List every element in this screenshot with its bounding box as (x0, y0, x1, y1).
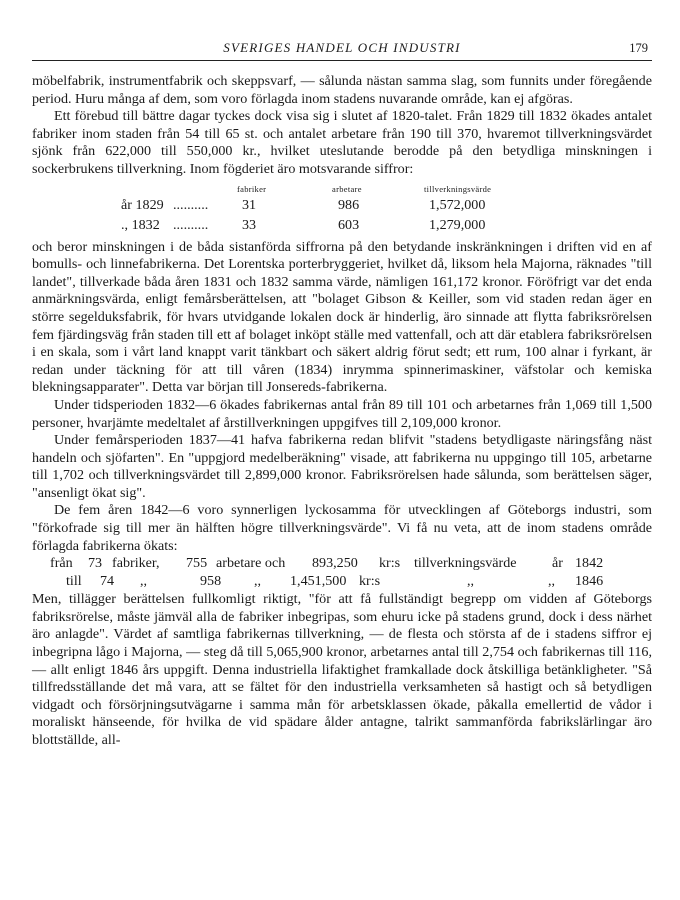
column-header-fabriker: fabriker (237, 183, 267, 194)
list-year: 1846 (575, 573, 604, 590)
list-unit: kr:s (379, 555, 401, 572)
column-header-tillverkningsvarde: tillverkningsvärde (424, 183, 492, 194)
row-leader: .......... (173, 196, 209, 213)
paragraph-1: möbelfabrik, instrumentfabrik och skeppsvarf, — sålunda nästan samma slag, som funnits under föregående period. Huru många af dem, som voro förlagda inom stadens nuvarande område, kan ej afgöras. (32, 73, 652, 107)
list-fabriker: 73 (88, 555, 103, 572)
list-ar: år (552, 555, 563, 572)
running-title: SVERIGES HANDEL OCH INDUSTRI (223, 40, 461, 55)
book-page (32, 40, 652, 750)
paragraph-3: och beror minskningen i de båda sistanförda siffrorna på den betydande inskränkningen i driften vid en af bomulls- och linnefabrikerna. Det Lorentska porterbryggeriet, hvilket då, liksom hela Majorna, räknades "till landet", tillverkade båda åren 1831 och 1832 samma värde, nämligen 161,172 kronor. Föröfrigt var det enda anmärkningsvärda, enligt femårsberättelsen, att "bolaget Gibson & Keiller, som vid staden redan äger en större segelduksfabrik, för hvars utvidgande lokalen dock är hinderlig, äro sinnade att flytta fabriksrörelsen fem fjärdingsväg från staden till ett af bolaget inköpt ställe med vattenfall, och att där etablera fabriksrörelsen i en skala, som i vårt land knappt varit tänkbart och säkert aldrig förut sedt; ett rum, 100 alnar i fyrkant, är redan under täckning för att till våren (1834) inrymma spinnerimaskiner, väfstolar och kemiska blekningsapparater". Detta var början till Jonsereds-fabrikerna. (32, 238, 652, 396)
row-arbetare: 603 (338, 216, 360, 233)
list-varde-word: ,, (467, 573, 475, 590)
table-row (32, 217, 652, 235)
list-arbetare-word: ,, (254, 573, 262, 590)
list-year: 1842 (575, 555, 604, 572)
row-fabriker: 31 (242, 196, 257, 213)
column-header-arbetare: arbetare (332, 183, 362, 194)
list-item (32, 573, 652, 591)
running-header (32, 40, 652, 61)
row-label: ., 1832 (121, 216, 160, 233)
row-varde: 1,572,000 (429, 196, 486, 213)
paragraph-4: Under tidsperioden 1832—6 ökades fabrikernas antal från 89 till 101 och arbetarnes från 1,069 till 1,500 personer, hvarjämte medeltalet af årstillverkningen uppgifves till 2,109,000 kronor. (32, 396, 652, 431)
list-arbetare-word: arbetare och (216, 555, 286, 572)
list-fabriker-word: ,, (140, 573, 148, 590)
fogderi-table (32, 179, 652, 239)
list-arbetare: 755 (186, 555, 208, 572)
list-varde-word: tillverkningsvärde (414, 555, 517, 572)
row-arbetare: 986 (338, 196, 360, 213)
list-prefix: från (50, 555, 73, 572)
table-row (32, 197, 652, 215)
list-varde: 1,451,500 (290, 573, 347, 590)
row-label: år 1829 (121, 196, 164, 213)
list-varde: 893,250 (312, 555, 358, 572)
paragraph-5: Under femårsperioden 1837—41 hafva fabrikerna redan blifvit "stadens betydligaste näringsfång näst handeln och sjöfarten". En "uppgjord medelberäkning" visade, att fabrikerna nu uppgingo till 105, arbetarne till 1,702 och tillverkningsvärdet till 2,899,000 kronor. Fabriksrörelsen hade sålunda, som berättelsen säger, "ansenligt ökat sig". (32, 432, 652, 501)
list-arbetare: 958 (200, 573, 222, 590)
list-prefix: till (66, 573, 82, 590)
paragraph-6: De fem åren 1842—6 voro synnerligen lyckosamma för utvecklingen af Göteborgs industri, som "förkofrade sig till mer än hälften högre tillverkningsvärde". Vi få nu veta, att de inom stadens område förlagda fabrikerna ökats: (32, 502, 652, 554)
body-text (32, 73, 652, 750)
list-item (32, 555, 652, 573)
page-number: 179 (629, 41, 648, 55)
paragraph-2: Ett förebud till bättre dagar tyckes dock visa sig i slutet af 1820-talet. Från 1829 till 1832 ökades antalet fabriker inom staden från 54 till 65 st. och antalet arbetare från 190 till 370, hvaremot tillverkningsvärdet sjönk från 622,000 till 550,000 kr., hvilket uteslutande berodde på den betydliga minskningen i sockerbrukens tillverkning. Inom fögderiet äro motsvarande siffror: (32, 108, 652, 177)
paragraph-7: Men, tillägger berättelsen fullkomligt riktigt, "för att få fullständigt begrepp om vidden af Göteborgs fabriksrörelse, måste jämväl alla de fabriker inbegripas, som ehuru icke på stadens grund, dock i dess närhet äro anlagde". Värdet af samtliga fabrikernas tillverkning, — de flesta och största af de i stadens siffror ej inbegripna lågo i Majorna, — steg då till 5,065,900 kronor, arbetarnes antal till 2,754 och fabrikernas till 116, — allt enligt 1846 års uppgift. Denna industriella lifaktighet framkallade dock åtskilliga betänkligheter. "Så tillfredsställande det må vara, att se fältet för den industriella verksamheten så hastigt och så betydligen vidgadt och försörjningsutvägarne i samma mån för arbetsklassen ökade, påkalla emellertid de vådor i moraliskt hänseende, för hvilka de vid spädare ålder antagne, talrikt sammanförda fabrikslärlingar äro blottställde, all- (32, 591, 652, 748)
list-unit: kr:s (359, 573, 381, 590)
row-fabriker: 33 (242, 216, 257, 233)
list-fabriker-word: fabriker, (112, 555, 160, 572)
row-varde: 1,279,000 (429, 216, 486, 233)
list-fabriker: 74 (100, 573, 115, 590)
list-ar: ,, (548, 573, 556, 590)
row-leader: .......... (173, 216, 209, 233)
